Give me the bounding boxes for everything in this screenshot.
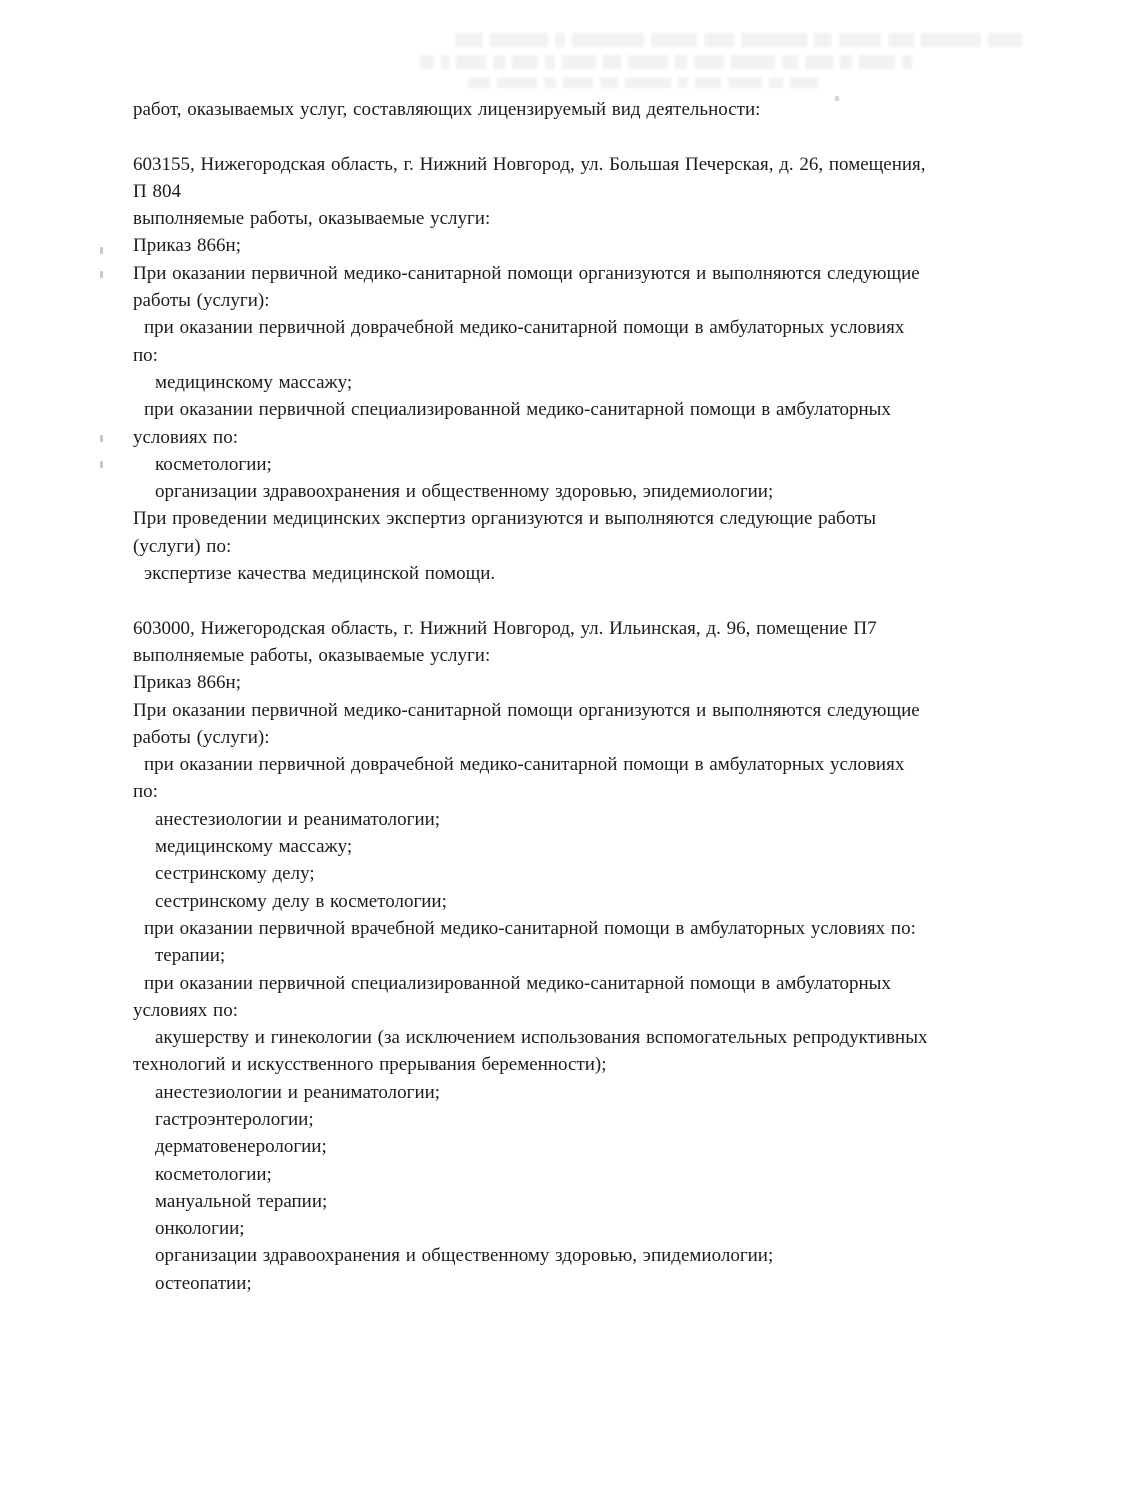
faded-text-segment bbox=[790, 77, 818, 88]
faded-text-segment bbox=[902, 55, 912, 69]
document-line: при оказании первичной специализированной медико-санитарной помощи в амбулаторных bbox=[144, 399, 891, 421]
faded-text-row bbox=[420, 77, 940, 93]
document-line: сестринскому делу; bbox=[155, 863, 315, 885]
faded-text-segment bbox=[728, 77, 762, 88]
faded-text-segment bbox=[741, 33, 807, 47]
faded-text-segment bbox=[921, 33, 981, 47]
faded-text-segment bbox=[603, 55, 621, 69]
document-line: При проведении медицинских экспертиз организуются и выполняются следующие работы bbox=[133, 508, 877, 530]
faded-text-segment bbox=[493, 55, 505, 69]
faded-text-segment bbox=[769, 77, 783, 88]
document-line: 603000, Нижегородская область, г. Нижний Новгород, ул. Ильинская, д. 96, помещение П7 bbox=[133, 617, 877, 639]
faded-text-segment bbox=[782, 55, 798, 69]
faded-text-segment bbox=[704, 33, 734, 47]
document-line: при оказании первичной доврачебной медико-санитарной помощи в амбулаторных условиях bbox=[144, 317, 905, 339]
document-line: мануальной терапии; bbox=[155, 1190, 328, 1212]
blank-line bbox=[133, 587, 1093, 614]
document-line: 603155, Нижегородская область, г. Нижний Новгород, ул. Большая Печерская, д. 26, помещения, bbox=[133, 153, 926, 175]
document-line: медицинскому массажу; bbox=[155, 371, 353, 393]
faded-text-segment bbox=[694, 55, 724, 69]
scan-speck bbox=[100, 247, 103, 254]
faded-text-segment bbox=[572, 33, 644, 47]
document-line: организации здравоохранения и общественному здоровью, эпидемиологии; bbox=[155, 1245, 774, 1267]
document-line: Приказ 866н; bbox=[133, 672, 241, 694]
faded-text-segment bbox=[731, 55, 775, 69]
document-line: работ, оказываемых услуг, составляющих лицензируемый вид деятельности: bbox=[133, 99, 761, 120]
faded-text-segment bbox=[988, 33, 1022, 47]
faded-text-row bbox=[420, 55, 940, 71]
document-line: Приказ 866н; bbox=[133, 235, 241, 257]
faded-text-segment bbox=[512, 55, 538, 69]
document-text bbox=[133, 96, 1093, 1297]
document-line: дерматовенерологии; bbox=[155, 1136, 327, 1158]
faded-text-row bbox=[420, 33, 940, 49]
document-line: анестезиологии и реаниматологии; bbox=[155, 1081, 441, 1103]
faded-text-segment bbox=[456, 55, 486, 69]
document-line: косметологии; bbox=[155, 1163, 272, 1185]
document-line: гастроэнтерологии; bbox=[155, 1108, 314, 1130]
document-line: по: bbox=[133, 781, 158, 803]
document-line: При оказании первичной медико-санитарной помощи организуются и выполняются следующие bbox=[133, 699, 920, 721]
document-line: при оказании первичной врачебной медико-санитарной помощи в амбулаторных условиях по: bbox=[144, 917, 916, 939]
document-line: акушерству и гинекологии (за исключением использования вспомогательных репродуктивных bbox=[155, 1027, 928, 1049]
faded-text-segment bbox=[441, 55, 449, 69]
document-line: технологий и искусственного прерывания беременности); bbox=[133, 1054, 607, 1076]
faded-text-segment bbox=[840, 55, 852, 69]
document-line: при оказании первичной доврачебной медико-санитарной помощи в амбулаторных условиях bbox=[144, 754, 905, 776]
faded-text-segment bbox=[814, 33, 832, 47]
faded-text-segment bbox=[839, 33, 881, 47]
faded-text-segment bbox=[490, 33, 548, 47]
faded-text-segment bbox=[600, 77, 618, 88]
document-line: работы (услуги): bbox=[133, 726, 270, 748]
document-line: выполняемые работы, оказываемые услуги: bbox=[133, 644, 491, 666]
faded-header-artifact bbox=[420, 33, 940, 99]
faded-text-segment bbox=[562, 55, 596, 69]
document-line: терапии; bbox=[155, 945, 226, 967]
document-line: онкологии; bbox=[155, 1218, 245, 1240]
document-line: анестезиологии и реаниматологии; bbox=[155, 808, 441, 830]
faded-text-segment bbox=[555, 33, 565, 47]
blank-line bbox=[133, 123, 1093, 150]
faded-text-segment bbox=[805, 55, 833, 69]
document-line: косметологии; bbox=[155, 453, 272, 475]
document-line: условиях по: bbox=[133, 999, 238, 1021]
document-line: организации здравоохранения и общественному здоровью, эпидемиологии; bbox=[155, 481, 774, 503]
faded-text-segment bbox=[545, 55, 555, 69]
faded-text-segment bbox=[563, 77, 593, 88]
faded-text-segment bbox=[468, 77, 490, 88]
scan-speck bbox=[100, 271, 103, 278]
document-line: условиях по: bbox=[133, 426, 238, 448]
document-line: работы (услуги): bbox=[133, 290, 270, 312]
document-line: медицинскому массажу; bbox=[155, 836, 353, 858]
document-line: остеопатии; bbox=[155, 1272, 252, 1294]
document-line: по: bbox=[133, 344, 158, 366]
faded-text-segment bbox=[497, 77, 537, 88]
document-line: сестринскому делу в косметологии; bbox=[155, 890, 447, 912]
faded-text-segment bbox=[455, 33, 483, 47]
scan-speck bbox=[100, 461, 103, 468]
faded-text-segment bbox=[420, 55, 434, 69]
faded-text-segment bbox=[651, 33, 697, 47]
document-line: При оказании первичной медико-санитарной помощи организуются и выполняются следующие bbox=[133, 262, 920, 284]
document-line: при оказании первичной специализированной медико-санитарной помощи в амбулаторных bbox=[144, 972, 891, 994]
document-line: (услуги) по: bbox=[133, 535, 232, 557]
faded-text-segment bbox=[628, 55, 668, 69]
document-line: П 804 bbox=[133, 180, 181, 202]
scan-speck bbox=[100, 435, 103, 442]
faded-text-segment bbox=[695, 77, 721, 88]
faded-text-segment bbox=[675, 55, 687, 69]
faded-text-segment bbox=[625, 77, 671, 88]
document-line: экспертизе качества медицинской помощи. bbox=[144, 563, 496, 585]
faded-text-segment bbox=[678, 77, 688, 88]
faded-text-segment bbox=[859, 55, 895, 69]
faded-text-segment bbox=[888, 33, 914, 47]
document-line: выполняемые работы, оказываемые услуги: bbox=[133, 208, 491, 230]
faded-text-segment bbox=[544, 77, 556, 88]
